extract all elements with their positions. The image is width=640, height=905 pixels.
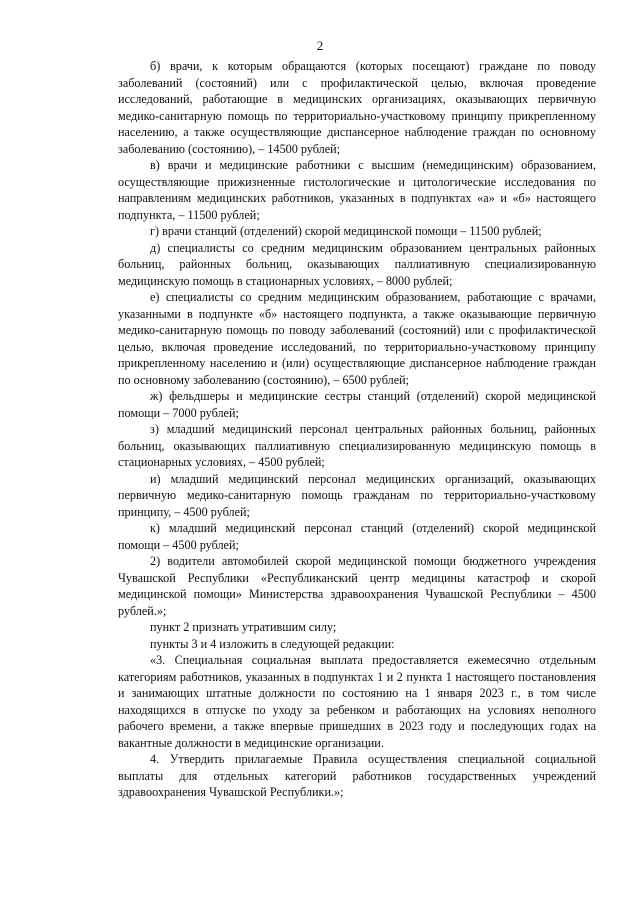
page-number: 2: [316, 38, 324, 53]
paragraph-i-junior-primary: и) младший медицинский персонал медицинских организаций, оказывающих первичную медико-санитарную помощь гражданам по территориально-участковому принципу, – 4500 рублей;: [118, 471, 596, 519]
document-body: [118, 58, 596, 801]
paragraph-point-3: «3. Специальная социальная выплата предоставляется ежемесячно отдельным категориям работников, указанных в подпунктах 1 и 2 пункта 1 настоящего постановления и занимающих штатные должности по состоянию на 1 января 2023 г., в том числе находящихся в отпуске по уходу за ребенком и работающих на условиях неполного рабочего времени, а также впервые пришедших в 2023 году и последующих годах на вакантные должности в медицинские организации.: [118, 653, 596, 750]
paragraph-point-4: 4. Утвердить прилагаемые Правила осуществления специальной социальной выплаты для отдельных категорий работников государственных учреждений здравоохранения Чувашской Республики.»;: [118, 752, 596, 799]
paragraph-points-3-4-intro: пункты 3 и 4 изложить в следующей редакции:: [150, 636, 395, 651]
paragraph-d-palliative-nurses: д) специалисты со средним медицинским образованием центральных районных больниц, районных больниц, оказывающих паллиативную специализированную медицинскую помощь в стационарных условиях, – 8000 рублей;: [118, 240, 596, 288]
paragraph-k-junior-ambulance: к) младший медицинский персонал станций (отделений) скорой медицинской помощи – 4500 рублей;: [118, 521, 596, 552]
paragraph-z-junior-palliative: з) младший медицинский персонал центральных районных больниц, районных больниц, оказывающих паллиативную специализированную медицинскую помощь в стационарных условиях, – 4500 рублей;: [118, 422, 596, 469]
paragraph-2-drivers: 2) водители автомобилей скорой медицинской помощи бюджетного учреждения Чувашской Республики «Республиканский центр медицины катастроф и скорой медицинской помощи» Министерства здравоохранения Чувашской Республики – 4500 рублей.»;: [118, 554, 596, 618]
paragraph-v-histology: в) врачи и медицинские работники с высшим (немедицинским) образованием, осуществляющие прижизненные гистологические и цитологические исследования по направлениям медицинских работников, указанных в подпунктах «а» и «б» настоящего подпункта, – 11500 рублей;: [118, 158, 596, 222]
paragraph-g-ambulance-doctors: г) врачи станций (отделений) скорой медицинской помощи – 11500 рублей;: [150, 224, 542, 238]
paragraph-e-primary-care-nurses: е) специалисты со средним медицинским образованием, работающие с врачами, указанными в подпункте «б» настоящего подпункта, а также оказывающие первичную медико-санитарную помощь по поводу заболеваний (состояний) или с профилактической целью, включая проведение исследований, по территориально-участковому принципу прикрепленному населению и (или) осуществляющие диспансерное наблюдение граждан по основному заболеванию (состоянию), – 6500 рублей;: [118, 290, 596, 387]
paragraph-b-doctors: б) врачи, к которым обращаются (которых посещают) граждане по поводу заболеваний (состояний) или с профилактической целью, включая проведение исследований, работающие в медицинских организациях, оказывающих первичную медико-санитарную помощь по территориально-участковому принципу прикрепленному населению, а также осуществляющие диспансерное наблюдение граждан по основному заболеванию (состоянию), – 14500 рублей;: [118, 59, 596, 156]
paragraph-zh-paramedics: ж) фельдшеры и медицинские сестры станций (отделений) скорой медицинской помощи – 7000 рублей;: [118, 389, 596, 420]
paragraph-point-2-repealed: пункт 2 признать утратившим силу;: [150, 620, 337, 634]
